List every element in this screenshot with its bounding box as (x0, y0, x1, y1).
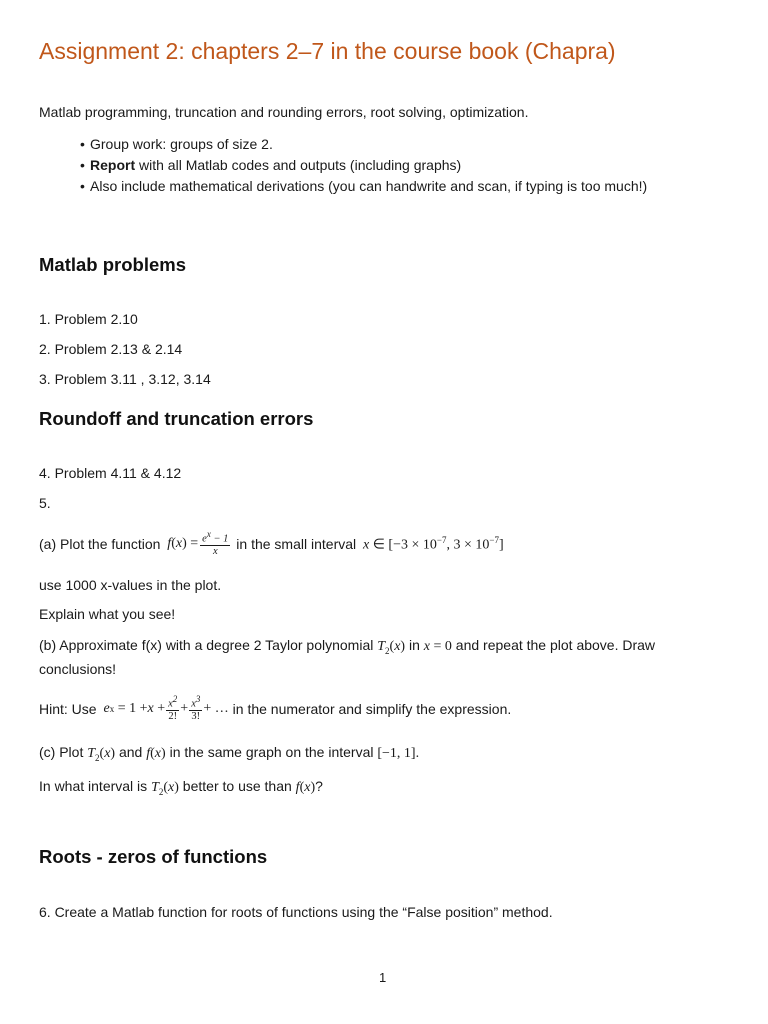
page-title: Assignment 2: chapters 2–7 in the course book (Chapra) (39, 38, 616, 64)
intro-text: Matlab programming, truncation and rounding errors, root solving, optimization. (39, 104, 529, 120)
section-heading-matlab: Matlab problems (39, 254, 186, 275)
problem-item-6: 6. Create a Matlab function for roots of functions using the “False position” method. (39, 904, 553, 920)
part-a-line: (a) Plot the function f ( x ) = $\frac{e^x - 1}{x}$ in the small interval x ∈ [$-3 \times 10^{-7}$, $3 \times 10^{-7}$] (39, 529, 504, 558)
section-heading-roots: Roots - zeros of functions (39, 846, 268, 867)
fx-equation: f (167, 536, 172, 551)
taylor-series-expression: e x = 1 + x + $\frac{x^2}{2!}$ + $\frac{x^3}{3!}$ + … (103, 694, 229, 723)
problem-item-3: 3. Problem 3.11 , 3.12, 3.14 (39, 371, 211, 387)
interval-minus1-1: [−1, 1]. (377, 746, 420, 761)
bullet-item-report (80, 155, 647, 176)
part-a-line3: Explain what you see! (39, 606, 176, 622)
problem-item-2: 2. Problem 2.13 & 2.14 (39, 341, 183, 357)
part-c-line2: In what interval is $T_2(x)$ better to use than f(x)? (39, 778, 323, 797)
bullet-list (80, 134, 647, 197)
interval-expression: x ∈ [$-3 \times 10^{-7}$, $3 \times 10^{-7}$] (363, 534, 504, 553)
fraction-exp-minus-1-over-x: $\frac{e^x - 1}{x}$ (202, 529, 229, 558)
problem-item-5: 5. (39, 495, 51, 511)
page-number: 1 (379, 970, 387, 985)
report-bold: Report (90, 157, 136, 173)
part-b-line: (b) Approximate f(x) with a degree 2 Taylor polynomial $T_2(x)$ in x = 0 and repeat the plot above. Draw (39, 637, 656, 656)
problem-item-1: 1. Problem 2.10 (39, 311, 138, 327)
bullet-item-derivations: • Also include mathematical derivations (you can handwrite and scan, if typing is too much!) (80, 176, 647, 197)
t2-expression: $T_2(x)$ (377, 639, 406, 656)
bullet-item-group-work: • Group work: groups of size 2. (80, 134, 647, 155)
report-rest: with all Matlab codes and outputs (including graphs) (135, 157, 462, 173)
hint-line: Hint: Use e x = 1 + x + $\frac{x^2}{2!}$ + $\frac{x^3}{3!}$ + … in the numerator and simplify the expression. (39, 694, 512, 723)
section-heading-roundoff: Roundoff and truncation errors (39, 408, 314, 429)
problem-item-4: 4. Problem 4.11 & 4.12 (39, 465, 182, 481)
x-equals-zero: x = 0 (423, 639, 452, 654)
part-c-line: (c) Plot $T_2(x)$ and f(x) in the same graph on the interval [−1, 1]. (39, 744, 420, 763)
part-a-line2: use 1000 x-values in the plot. (39, 577, 222, 593)
part-b-line2: conclusions! (39, 661, 117, 677)
